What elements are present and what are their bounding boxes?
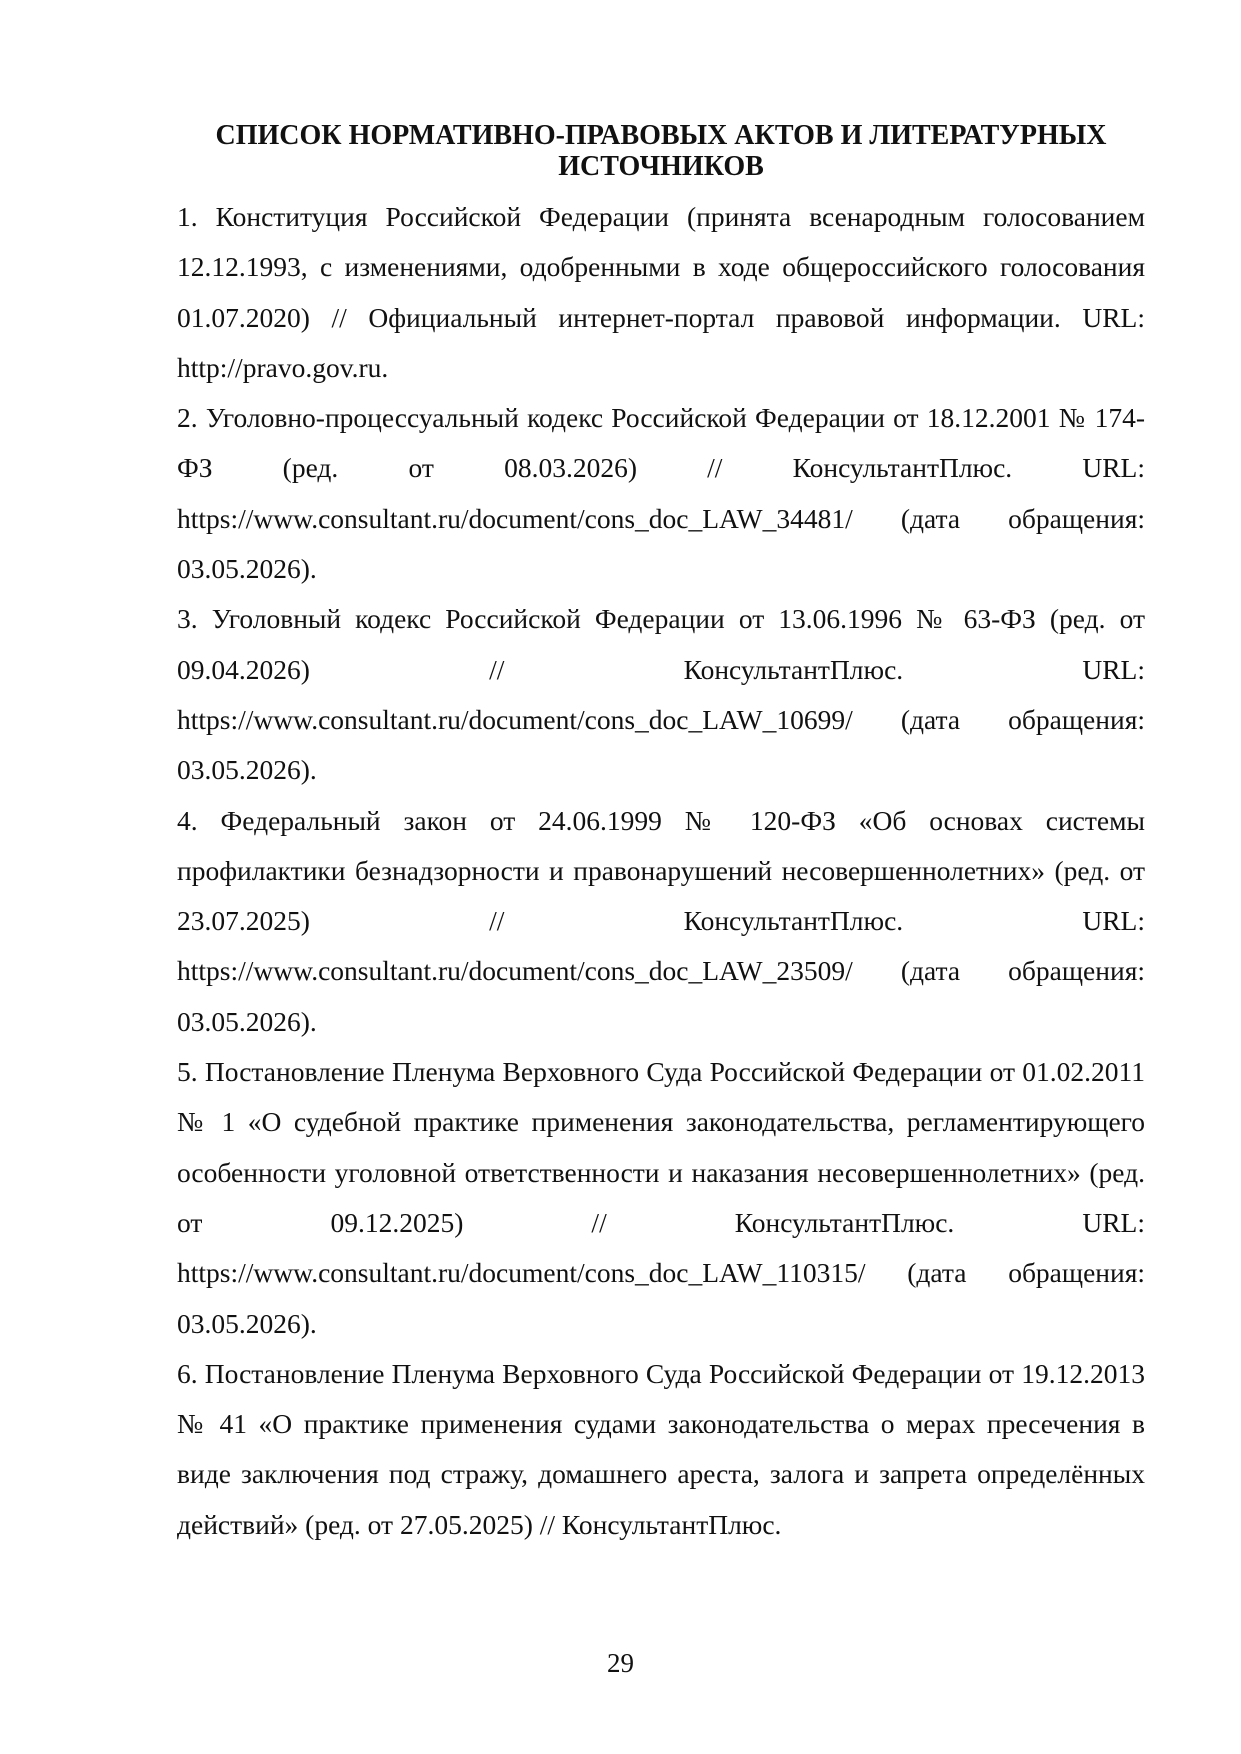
page-title: СПИСОК НОРМАТИВНО-ПРАВОВЫХ АКТОВ И ЛИТЕРАТУРНЫХ ИСТОЧНИКОВ — [215, 120, 1107, 182]
reference-list — [177, 192, 1145, 1550]
reference-item-6: 6. Постановление Пленума Верховного Суда Российской Федерации от 19.12.2013 № 41 «О практике применения судами законодательства о мерах пресечения в виде заключения под стражу, домашнего ареста, залога и запрета определённых действий» (ред. от 27.05.2025) // КонсультантПлюс. — [177, 1357, 1145, 1540]
reference-item-5: 5. Постановление Пленума Верховного Суда Российской Федерации от 01.02.2011 № 1 «О судебной практике применения законодательства, регламентирующего особенности уголовной ответственности и наказания несовершеннолетних» (ред. от 09.12.2025) // КонсультантПлюс. URL: https://www.consultant.ru/document/cons_doc_LAW_110315/ (дата обращения: 03.05.2026). — [177, 1056, 1145, 1339]
reference-item-3: 3. Уголовный кодекс Российской Федерации от 13.06.1996 № 63-ФЗ (ред. от 09.04.2026) // КонсультантПлюс. URL: https://www.consultant.ru/document/cons_doc_LAW_10699/ (дата обращения: 03.05.2026). — [177, 603, 1145, 786]
page-number: 29 — [607, 1648, 634, 1678]
reference-item-2: 2. Уголовно-процессуальный кодекс Российской Федерации от 18.12.2001 № 174-ФЗ (ред. от 08.03.2026) // КонсультантПлюс. URL: https://www.consultant.ru/document/cons_doc_LAW_34481/ (дата обращения: 03.05.2026). — [177, 402, 1145, 585]
reference-item-4: 4. Федеральный закон от 24.06.1999 № 120-ФЗ «Об основах системы профилактики безнадзорности и правонарушений несовершеннолетних» (ред. от 23.07.2025) // КонсультантПлюс. URL: https://www.consultant.ru/document/cons_doc_LAW_23509/ (дата обращения: 03.05.2026). — [177, 804, 1145, 1037]
reference-item-1: 1. Конституция Российской Федерации (принята всенародным голосованием 12.12.1993, с изменениями, одобренными в ходе общероссийского голосования 01.07.2020) // Официальный интернет-портал правовой информации. URL: http://pravo.gov.ru. — [177, 201, 1145, 383]
